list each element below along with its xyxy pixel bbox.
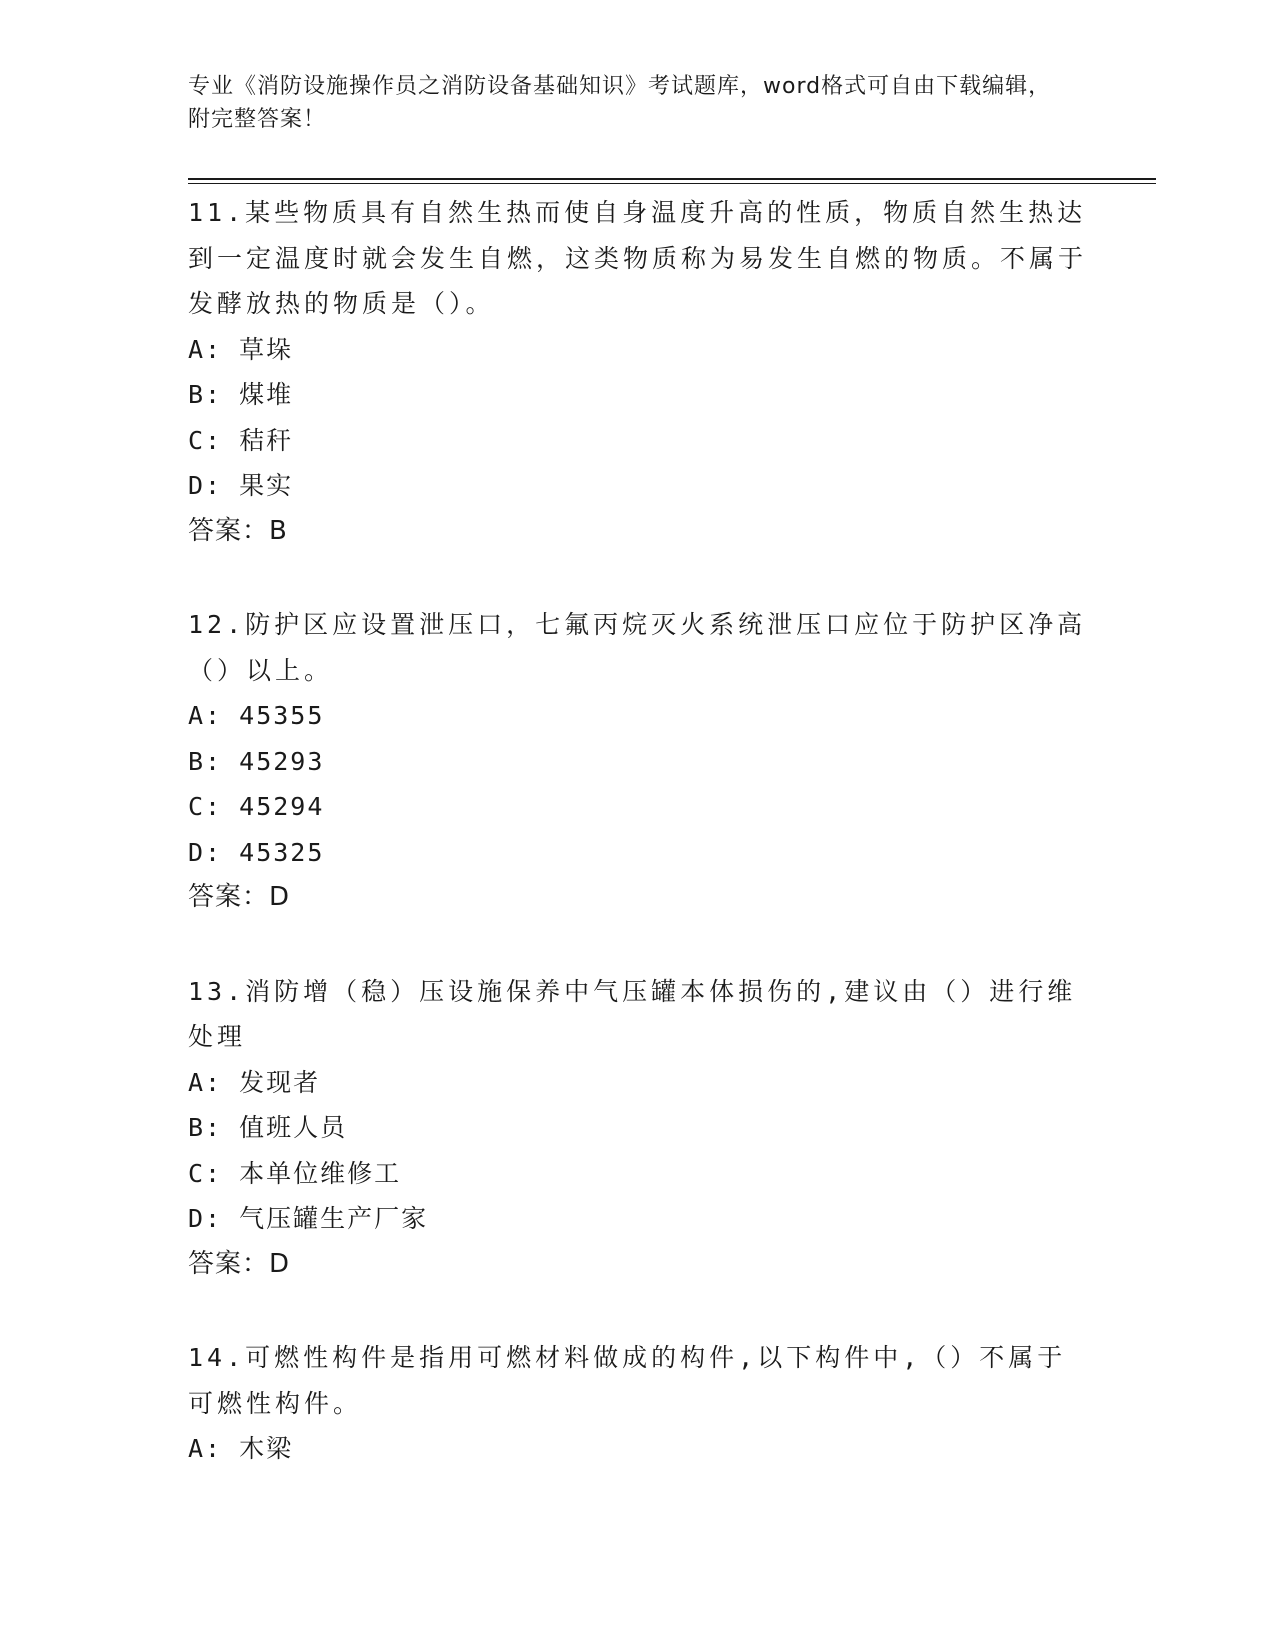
question-12 [188, 602, 1088, 921]
question-list [188, 190, 1088, 1520]
header-divider-thin [188, 183, 1156, 184]
document-header: 专业《消防设施操作员之消防设备基础知识》考试题库，word格式可自由下载编辑，附完整答案！ [188, 74, 1052, 132]
question-stem: 13.消防增（稳）压设施保养中气压罐本体损伤的,建议由（）进行维处理 [188, 976, 1077, 1051]
option-b: B: 煤堆 [188, 380, 294, 409]
option-c: C: 秸秆 [188, 425, 294, 455]
option-a: A: 木梁 [188, 1434, 294, 1463]
question-stem: 12.防护区应设置泄压口，七氟丙烷灭火系统泄压口应位于防护区净高（）以上。 [188, 610, 1087, 685]
answer: 答案：B [188, 515, 288, 546]
question-stem: 11.某些物质具有自然生热而使自身温度升高的性质，物质自然生热达到一定温度时就会发生自燃，这类物质称为易发生自燃的物质。不属于发酵放热的物质是（）。 [188, 198, 1088, 318]
question-13 [188, 969, 1088, 1288]
question-11 [188, 190, 1088, 554]
option-d: D: 果实 [188, 471, 294, 500]
option-b: B: 值班人员 [188, 1113, 348, 1142]
option-c: C: 45294 [188, 792, 325, 821]
option-c: C: 本单位维修工 [188, 1158, 402, 1188]
question-14 [188, 1335, 1088, 1472]
option-d: D: 45325 [188, 837, 325, 867]
option-a: A: 发现者 [188, 1067, 321, 1097]
option-d: D: 气压罐生产厂家 [188, 1204, 429, 1233]
answer: 答案：D [188, 1248, 291, 1279]
option-a: A: 草垛 [188, 334, 294, 364]
header-divider [188, 178, 1156, 180]
option-a: A: 45355 [188, 701, 325, 730]
answer: 答案：D [188, 882, 291, 912]
option-b: B: 45293 [188, 746, 325, 776]
question-stem: 14.可燃性构件是指用可燃材料做成的构件,以下构件中,（）不属于可燃性构件。 [188, 1343, 1067, 1418]
